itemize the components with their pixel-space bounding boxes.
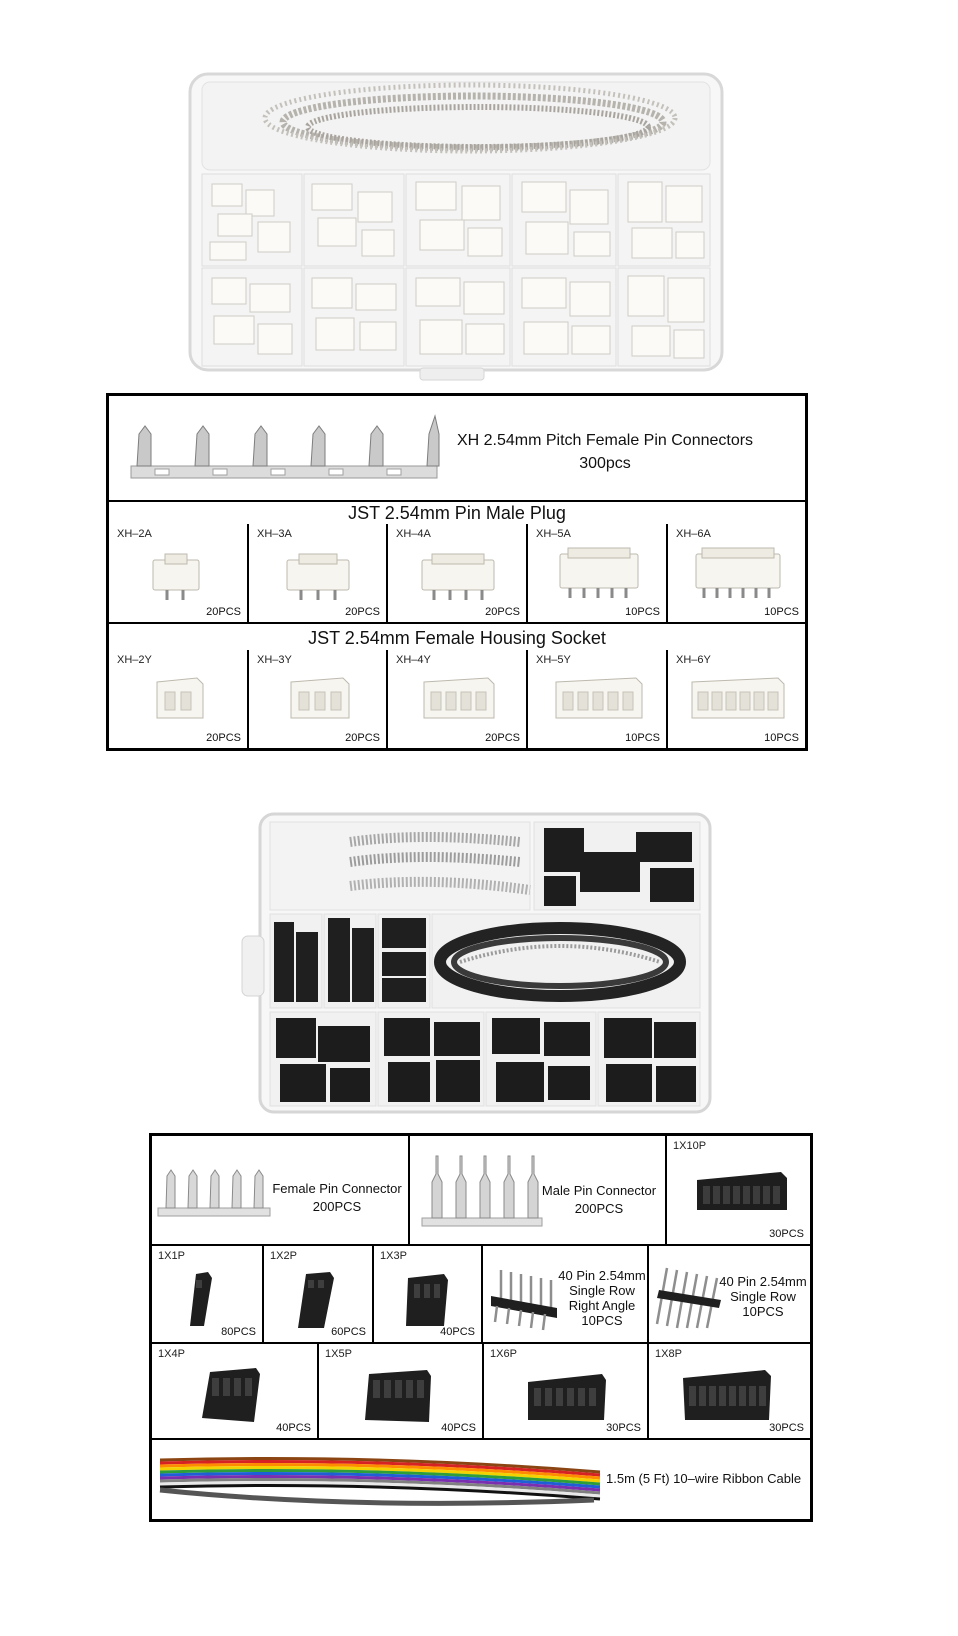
male-plug-cell <box>666 524 805 624</box>
right-angle-header-qty: 10PCS <box>581 1313 623 1328</box>
housing-code: 1X1P <box>158 1250 185 1262</box>
ribbon-cable-cell <box>152 1438 810 1519</box>
male-plug-code: XH–4A <box>396 528 431 540</box>
male-plug-code: XH–3A <box>257 528 292 540</box>
housing-1x2p-image <box>290 1270 340 1332</box>
xh-4a-plug-image <box>418 550 498 602</box>
ribbon-cable-image <box>154 1450 604 1512</box>
housing-qty: 30PCS <box>769 1422 804 1434</box>
housing-1x8p-cell <box>647 1342 810 1440</box>
housing-1x6p-image <box>524 1370 610 1424</box>
xh-pin-connector-row <box>109 396 805 502</box>
female-housing-cell <box>666 650 805 748</box>
female-housing-cell <box>109 650 249 748</box>
housing-code: 1X10P <box>673 1140 707 1152</box>
female-housing-code: XH–6Y <box>676 654 711 666</box>
housing-qty: 40PCS <box>440 1326 475 1338</box>
female-housing-qty: 20PCS <box>206 732 241 744</box>
housing-1x10p-cell <box>665 1136 810 1246</box>
female-pin-strip-image <box>156 1162 272 1224</box>
xh-3y-housing-image <box>287 674 353 722</box>
housing-qty: 30PCS <box>606 1422 641 1434</box>
housing-1x10p-image <box>691 1166 791 1216</box>
housing-1x4p-image <box>198 1364 264 1426</box>
male-plug-qty: 10PCS <box>764 606 799 618</box>
housing-1x2p-cell <box>262 1244 374 1344</box>
housing-1x1p-image <box>182 1270 222 1330</box>
female-pin-connector-cell <box>152 1136 410 1246</box>
straight-header-line1: 40 Pin 2.54mm <box>719 1274 807 1289</box>
xh-kit-tray-photo <box>188 72 724 382</box>
xh-2a-plug-image <box>147 550 207 602</box>
female-housing-cell <box>247 650 388 748</box>
female-housing-code: XH–4Y <box>396 654 431 666</box>
male-pin-connector-qty: 200PCS <box>574 1201 624 1216</box>
housing-code: 1X5P <box>325 1348 352 1360</box>
housing-code: 1X6P <box>490 1348 517 1360</box>
straight-header-image <box>653 1264 725 1330</box>
female-housing-qty: 20PCS <box>345 732 380 744</box>
female-pin-connector-qty: 200PCS <box>312 1199 362 1214</box>
female-housing-section-title: JST 2.54mm Female Housing Socket <box>109 626 805 652</box>
housing-1x5p-image <box>361 1366 437 1426</box>
right-angle-header-line1: 40 Pin 2.54mm <box>558 1268 646 1283</box>
housing-qty: 80PCS <box>221 1326 256 1338</box>
female-pin-connector-name: Female Pin Connector <box>272 1181 402 1196</box>
housing-code: 1X3P <box>380 1250 407 1262</box>
male-pin-connector-cell <box>408 1136 667 1246</box>
female-housing-code: XH–3Y <box>257 654 292 666</box>
housing-1x4p-cell <box>152 1342 319 1440</box>
right-angle-header-line3: Right Angle <box>568 1298 636 1313</box>
xh-5a-plug-image <box>556 546 642 602</box>
xh-pin-strip-image <box>127 408 445 488</box>
right-angle-header-line2: Single Row <box>569 1283 635 1298</box>
housing-1x8p-image <box>679 1366 775 1426</box>
male-plug-qty: 20PCS <box>345 606 380 618</box>
male-pin-strip-image <box>420 1152 544 1232</box>
housing-code: 1X4P <box>158 1348 185 1360</box>
male-plug-qty: 20PCS <box>206 606 241 618</box>
xh-6a-plug-image <box>692 546 784 602</box>
male-plug-cell <box>247 524 388 624</box>
male-plug-code: XH–2A <box>117 528 152 540</box>
housing-code: 1X8P <box>655 1348 682 1360</box>
straight-header-qty: 10PCS <box>742 1304 784 1319</box>
female-housing-qty: 20PCS <box>485 732 520 744</box>
housing-1x5p-cell <box>317 1342 484 1440</box>
male-plug-qty: 10PCS <box>625 606 660 618</box>
housing-qty: 30PCS <box>769 1228 804 1240</box>
male-plug-cell <box>526 524 668 624</box>
housing-qty: 40PCS <box>441 1422 476 1434</box>
xh-kit-contents-table <box>106 393 808 751</box>
housing-code: 1X2P <box>270 1250 297 1262</box>
header-right-angle-cell <box>481 1244 649 1344</box>
xh-2y-housing-image <box>153 674 207 722</box>
header-straight-cell <box>647 1244 810 1344</box>
male-plug-section-title: JST 2.54mm Pin Male Plug <box>109 502 805 526</box>
dupont-kit-contents-table <box>149 1133 813 1522</box>
xh-6y-housing-image <box>688 674 788 722</box>
housing-1x3p-cell <box>372 1244 483 1344</box>
housing-1x3p-image <box>398 1270 454 1332</box>
male-plug-cell <box>386 524 528 624</box>
female-housing-cell <box>386 650 528 748</box>
male-plug-cell <box>109 524 249 624</box>
female-housing-code: XH–5Y <box>536 654 571 666</box>
right-angle-header-image <box>487 1260 559 1332</box>
male-plug-code: XH–5A <box>536 528 571 540</box>
male-plug-code: XH–6A <box>676 528 711 540</box>
male-plug-qty: 20PCS <box>485 606 520 618</box>
female-housing-qty: 10PCS <box>625 732 660 744</box>
xh-3a-plug-image <box>283 550 355 602</box>
housing-1x6p-cell <box>482 1342 649 1440</box>
male-pin-connector-name: Male Pin Connector <box>541 1183 657 1198</box>
xh-pin-connector-name: XH 2.54mm Pitch Female Pin Connectors <box>456 432 754 449</box>
housing-1x1p-cell <box>152 1244 264 1344</box>
xh-pin-connector-qty: 300pcs <box>579 455 631 472</box>
female-housing-qty: 10PCS <box>764 732 799 744</box>
ribbon-cable-description: 1.5m (5 Ft) 10–wire Ribbon Cable <box>606 1471 802 1486</box>
dupont-kit-tray-photo <box>240 812 716 1118</box>
straight-header-line2: Single Row <box>730 1289 796 1304</box>
housing-qty: 60PCS <box>331 1326 366 1338</box>
housing-qty: 40PCS <box>276 1422 311 1434</box>
xh-4y-housing-image <box>420 674 498 722</box>
xh-5y-housing-image <box>552 674 646 722</box>
female-housing-cell <box>526 650 668 748</box>
female-housing-code: XH–2Y <box>117 654 152 666</box>
